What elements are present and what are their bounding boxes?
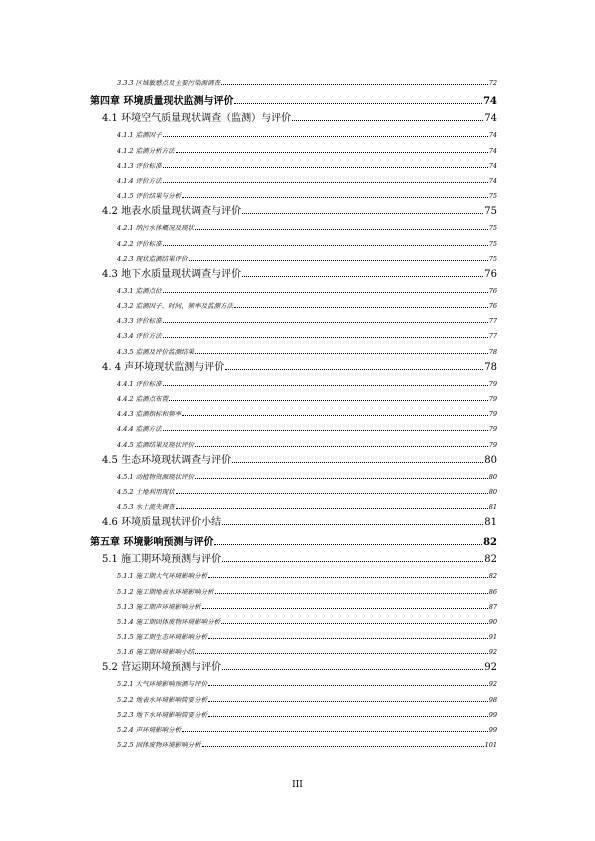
dot-leader — [163, 292, 488, 293]
toc-entry-title: 4.3.3 评价标准 — [117, 317, 162, 326]
toc-section-entry[interactable] — [90, 356, 497, 373]
toc-subsection-entry[interactable] — [90, 139, 497, 154]
toc-entry-title: 5.1.3 施工期声环境影响分析 — [117, 602, 201, 611]
dot-leader — [232, 462, 483, 463]
toc-entry-page: 75 — [484, 206, 497, 218]
toc-entry-title: 4.4.1 评价标准 — [117, 379, 162, 388]
toc-entry-title: 5.1.6 施工期环境影响小结 — [117, 648, 195, 657]
dot-leader — [163, 430, 488, 431]
toc-entry-page: 79 — [488, 395, 497, 403]
toc-entry-page: 99 — [488, 726, 497, 734]
toc-entry-title: 4.2 地表水质量现状调查与评价 — [102, 206, 242, 218]
toc-entry-title: 5.2.5 固体废物环境影响分析 — [117, 741, 201, 750]
toc-subsection-entry[interactable] — [90, 72, 497, 87]
toc-subsection-entry[interactable] — [90, 719, 497, 734]
toc-entry-page: 76 — [488, 286, 497, 295]
dot-leader — [163, 337, 488, 338]
toc-entry-title: 4.2.3 现状监测结果评价 — [117, 254, 188, 263]
toc-entry-page: 79 — [488, 425, 497, 434]
dot-leader — [221, 623, 488, 624]
toc-section-entry[interactable] — [90, 449, 497, 466]
toc-entry-page: 86 — [488, 587, 497, 596]
toc-entry-title: 5.1.5 施工期生态环境影响分析 — [117, 633, 208, 642]
toc-entry-title: 4.4.4 监测方法 — [117, 425, 162, 434]
toc-chapter-entry[interactable] — [90, 90, 497, 107]
toc-entry-page: 101 — [484, 741, 497, 750]
toc-section-entry[interactable] — [90, 107, 497, 124]
dot-leader — [163, 136, 488, 137]
toc-entry-title: 4.5.1 动植物资源现状评价 — [117, 472, 195, 481]
toc-subsection-entry[interactable] — [90, 481, 497, 496]
toc-section-entry[interactable] — [90, 511, 497, 528]
toc-entry-page: 82 — [483, 537, 497, 549]
toc-subsection-entry[interactable] — [90, 248, 497, 263]
toc-entry-title: 5.2.4 声环境影响分析 — [117, 726, 182, 734]
toc-entry-title: 5.2.2 地表水环境影响简要分析 — [117, 695, 208, 704]
toc-entry-page: 74 — [483, 96, 497, 108]
dot-leader — [182, 415, 488, 416]
dot-leader — [182, 197, 488, 198]
toc-entry-title: 4.5 生态环境现状调查与评价 — [102, 454, 232, 466]
dot-leader — [221, 84, 488, 85]
toc-entry-page: 81 — [484, 517, 497, 529]
toc-entry-page: 87 — [488, 602, 497, 611]
toc-entry-page: 74 — [484, 113, 497, 125]
toc-entry-title: 4.4.2 监测点布置 — [117, 395, 169, 403]
toc-subsection-entry[interactable] — [90, 295, 497, 310]
dot-leader — [176, 152, 488, 153]
dot-leader — [208, 685, 488, 686]
dot-leader — [163, 182, 488, 183]
toc-entry-title: 5.1.1 施工期大气环境影响分析 — [117, 572, 208, 581]
toc-entry-title: 4.5.3 水土流失调查 — [117, 503, 175, 512]
toc-entry-page: 80 — [484, 454, 497, 466]
toc-entry-page: 99 — [488, 710, 497, 719]
page-number: III — [292, 780, 303, 790]
toc-subsection-entry[interactable] — [90, 185, 497, 200]
dot-leader — [163, 322, 488, 323]
dot-leader — [222, 669, 483, 670]
toc-subsection-entry[interactable] — [90, 688, 497, 703]
toc-subsection-entry[interactable] — [90, 466, 497, 481]
toc-entry-title: 4.1.4 评价方法 — [117, 176, 162, 185]
toc-entry-page: 82 — [484, 554, 497, 566]
toc-entry-title: 4.3.4 评价方法 — [117, 332, 162, 341]
toc-subsection-entry[interactable] — [90, 340, 497, 355]
toc-entry-page: 79 — [488, 410, 497, 419]
dot-leader — [242, 213, 483, 214]
toc-subsection-entry[interactable] — [90, 217, 497, 232]
toc-entry-title: 4.3.1 监测点位 — [117, 286, 162, 295]
toc-entry-title: 5.2.3 地下水环境影响简要分析 — [117, 710, 208, 719]
toc-entry-page: 79 — [488, 379, 497, 388]
dot-leader — [189, 260, 488, 261]
toc-entry-title: 4.1.1 监测因子 — [117, 131, 162, 140]
toc-entry-page: 76 — [488, 302, 497, 311]
toc-entry-page: 80 — [488, 472, 497, 481]
dot-leader — [214, 544, 482, 545]
dot-leader — [195, 353, 488, 354]
toc-entry-page: 78 — [488, 347, 497, 356]
dot-leader — [195, 478, 488, 479]
toc-subsection-entry[interactable] — [90, 596, 497, 611]
toc-entry-title: 第四章 环境质量现状监测与评价 — [90, 96, 234, 108]
toc-subsection-entry[interactable] — [90, 325, 497, 340]
dot-leader — [163, 245, 488, 246]
toc-entry-title: 4.3 地下水质量现状调查与评价 — [102, 268, 242, 280]
toc-entry-page: 79 — [488, 440, 497, 449]
toc-entry-page: 74 — [488, 176, 497, 185]
dot-leader — [202, 746, 484, 747]
toc-entry-page: 75 — [488, 224, 497, 233]
dot-leader — [234, 307, 488, 308]
toc-entry-title: 4.1.3 评价标准 — [117, 161, 162, 170]
toc-subsection-entry[interactable] — [90, 704, 497, 719]
toc-subsection-entry[interactable] — [90, 418, 497, 433]
toc-entry-page: 81 — [488, 503, 497, 512]
toc-entry-title: 4.4.3 监测指标和频率 — [117, 410, 182, 419]
toc-entry-title: 3.3.3 区域敏感点及主要污染源调查 — [117, 79, 221, 88]
toc-subsection-entry[interactable] — [90, 373, 497, 388]
toc-subsection-entry[interactable] — [90, 232, 497, 247]
dot-leader — [163, 385, 488, 386]
toc-subsection-entry[interactable] — [90, 403, 497, 418]
toc-entry-page: 92 — [488, 648, 497, 657]
toc-subsection-entry[interactable] — [90, 155, 497, 170]
toc-entry-title: 4.4.5 监测结果及现状评价 — [117, 440, 195, 449]
toc-entry-title: 4.1 环境空气质量现状调查（监测）与评价 — [102, 113, 292, 125]
dot-leader — [176, 508, 488, 509]
dot-leader — [222, 561, 483, 562]
toc-section-entry[interactable] — [90, 200, 497, 217]
dot-leader — [182, 731, 488, 732]
toc-subsection-entry[interactable] — [90, 626, 497, 641]
toc-entry-title: 5.1 施工期环境预测与评价 — [102, 554, 222, 566]
toc-entry-page: 76 — [484, 268, 497, 280]
dot-leader — [208, 638, 488, 639]
toc-entry-page: 77 — [488, 332, 497, 341]
toc-entry-title: 4.6 环境质量现状评价小结 — [102, 517, 222, 529]
toc-subsection-entry[interactable] — [90, 388, 497, 403]
toc-entry-page: 90 — [488, 617, 497, 626]
toc-section-entry[interactable] — [90, 656, 497, 673]
toc-entry-title: 5.1.4 施工期固体废物环境影响分析 — [117, 617, 221, 626]
toc-subsection-entry[interactable] — [90, 433, 497, 448]
dot-leader — [163, 167, 488, 168]
toc-entry-title: 4.2.1 纳污水体概况及现状 — [117, 224, 195, 233]
dot-leader — [208, 577, 488, 578]
toc-entry-page: 78 — [484, 361, 497, 373]
toc-entry-page: 82 — [488, 572, 497, 581]
dot-leader — [234, 103, 482, 104]
toc-entry-title: 4.5.2 土地利用现状 — [117, 487, 175, 496]
dot-leader — [202, 608, 488, 609]
toc-entry-page: 72 — [488, 79, 497, 88]
dot-leader — [208, 701, 488, 702]
toc-entry-page: 74 — [488, 146, 497, 155]
toc-subsection-entry[interactable] — [90, 673, 497, 688]
toc-subsection-entry[interactable] — [90, 565, 497, 580]
toc-subsection-entry[interactable] — [90, 496, 497, 511]
toc-entry-title: 4.2.2 评价标准 — [117, 239, 162, 248]
toc-entry-title: 4.1.2 监测分析方法 — [117, 146, 175, 155]
dot-leader — [242, 276, 483, 277]
toc-entry-title: 5.1.2 施工期地表水环境影响分析 — [117, 587, 214, 596]
toc-entry-page: 74 — [488, 131, 497, 140]
dot-leader — [195, 653, 488, 654]
toc-entry-page: 75 — [488, 239, 497, 248]
toc-subsection-entry[interactable] — [90, 170, 497, 185]
toc-entry-title: 5.2 营运期环境预测与评价 — [102, 662, 222, 674]
toc-entry-title: 4.1.5 评价结果与分析 — [117, 192, 182, 201]
table-of-contents — [90, 72, 497, 749]
toc-entry-title: 4. 4 声环境现状监测与评价 — [102, 361, 225, 373]
toc-section-entry[interactable] — [90, 548, 497, 565]
toc-subsection-entry[interactable] — [90, 580, 497, 595]
toc-entry-page: 91 — [488, 633, 497, 642]
dot-leader — [176, 493, 488, 494]
dot-leader — [169, 400, 488, 401]
toc-entry-page: 80 — [488, 487, 497, 496]
toc-entry-page: 74 — [488, 161, 497, 170]
dot-leader — [225, 369, 483, 370]
toc-entry-page: 75 — [488, 254, 497, 263]
toc-entry-page: 75 — [488, 192, 497, 201]
dot-leader — [292, 120, 483, 121]
toc-subsection-entry[interactable] — [90, 124, 497, 139]
dot-leader — [195, 446, 488, 447]
toc-entry-title: 5.2.1 大气环境影响预测与评价 — [117, 680, 208, 689]
toc-subsection-entry[interactable] — [90, 734, 497, 749]
dot-leader — [208, 716, 488, 717]
toc-entry-page: 92 — [484, 662, 497, 674]
toc-section-entry[interactable] — [90, 263, 497, 280]
toc-subsection-entry[interactable] — [90, 611, 497, 626]
dot-leader — [195, 229, 488, 230]
toc-entry-page: 77 — [488, 317, 497, 326]
toc-entry-page: 92 — [488, 680, 497, 689]
dot-leader — [222, 524, 483, 525]
dot-leader — [215, 593, 488, 594]
toc-subsection-entry[interactable] — [90, 641, 497, 656]
toc-chapter-entry[interactable] — [90, 531, 497, 548]
toc-entry-title: 4.3.5 监测及评价监测结果 — [117, 347, 195, 356]
toc-subsection-entry[interactable] — [90, 280, 497, 295]
toc-entry-page: 98 — [488, 695, 497, 704]
toc-subsection-entry[interactable] — [90, 310, 497, 325]
toc-entry-title: 4.3.2 监测因子、时间、频率及监测方法 — [117, 302, 234, 311]
toc-entry-title: 第五章 环境影响预测与评价 — [90, 537, 214, 549]
